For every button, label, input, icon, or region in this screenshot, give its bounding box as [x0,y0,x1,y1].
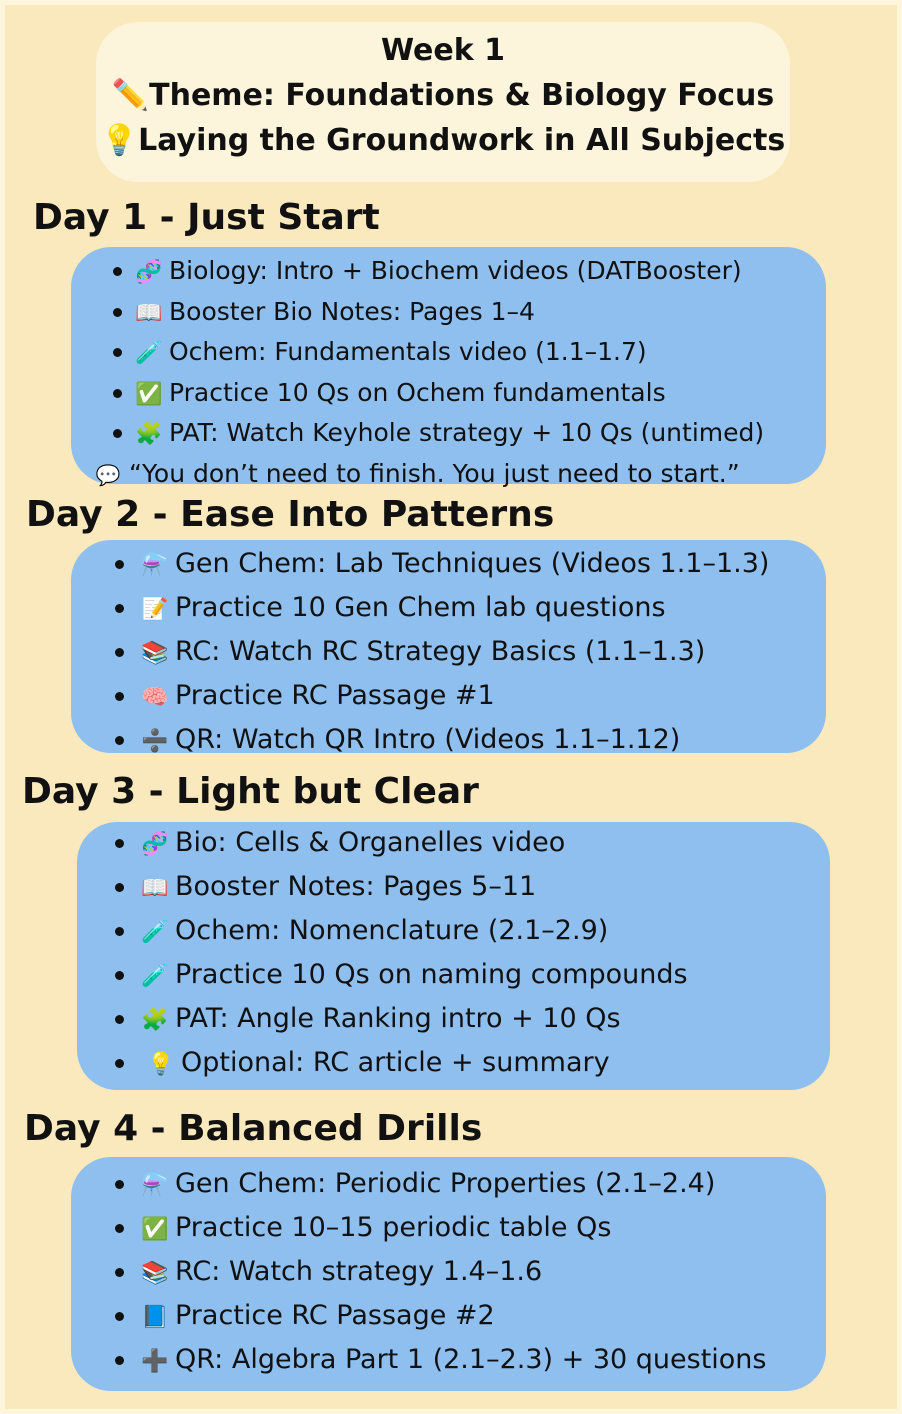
task-text: Biology: Intro + Biochem videos (DATBooster) [169,256,742,285]
day-3-task-list [77,822,830,1086]
alembic-icon: ⚗️ [141,1173,169,1198]
day-3-card [77,822,830,1090]
day-1-task-list [71,252,826,455]
task-item [71,631,826,675]
alembic-icon: ⚗️ [141,553,169,578]
task-text: Optional: RC article + summary [181,1047,610,1078]
task-text: QR: Watch QR Intro (Videos 1.1–1.12) [175,724,681,755]
task-text: PAT: Watch Keyhole strategy + 10 Qs (untimed) [169,418,765,448]
task-text: Bio: Cells & Organelles video [175,827,566,858]
task-text: Practice RC Passage #2 [175,1300,495,1331]
books-icon: 📚 [141,1261,169,1286]
light-bulb-icon: 💡 [100,123,139,158]
blue-book-icon: 📘 [141,1305,169,1330]
task-item [77,1042,830,1086]
task-item [71,333,826,374]
puzzle-piece-icon: 🧩 [135,422,163,448]
light-bulb-icon: 💡 [147,1052,175,1077]
task-text: Booster Notes: Pages 5–11 [175,871,537,902]
pencil-icon: ✏️ [111,78,150,113]
task-item [77,822,830,866]
test-tube-icon: 🧪 [141,920,169,945]
task-text: Practice 10 Gen Chem lab questions [175,592,666,623]
theme-text: Theme: Foundations & Biology Focus [149,78,775,113]
open-book-icon: 📖 [135,300,163,326]
task-text: Ochem: Nomenclature (2.1–2.9) [175,915,609,946]
day-1-title: Day 1 - Just Start [33,197,380,238]
task-item [71,1339,826,1383]
plus-icon: ➕ [141,1349,169,1374]
task-item [71,374,826,415]
day-2-title: Day 2 - Ease Into Patterns [26,494,555,535]
puzzle-piece-icon: 🧩 [141,1008,169,1033]
dna-icon: 🧬 [141,832,169,857]
day-1-card [71,247,826,488]
day-4-card [71,1157,826,1391]
task-item [71,414,826,455]
open-book-icon: 📖 [141,876,169,901]
memo-icon: 📝 [141,597,169,622]
test-tube-icon: 🧪 [135,341,163,367]
task-item [71,252,826,293]
task-text: QR: Algebra Part 1 (2.1–2.3) + 30 questions [175,1344,767,1375]
task-item [71,675,826,719]
task-text: PAT: Angle Ranking intro + 10 Qs [175,1003,621,1034]
task-text: Booster Bio Notes: Pages 1–4 [169,296,535,326]
task-item [71,543,826,587]
theme-line [96,73,790,118]
day-4-title: Day 4 - Balanced Drills [24,1108,483,1149]
quote-text: “You don’t need to finish. You just need to start.” [129,458,740,488]
task-text: Practice 10 Qs on Ochem fundamentals [169,377,666,407]
week-title: Week 1 [381,33,505,68]
task-text: Gen Chem: Periodic Properties (2.1–2.4) [175,1168,716,1199]
dna-icon: 🧬 [135,260,163,285]
task-item [71,293,826,334]
check-mark-icon: ✅ [135,381,163,407]
subtitle-text: Laying the Groundwork in All Subjects [138,123,786,158]
task-text: Ochem: Fundamentals video (1.1–1.7) [169,337,647,367]
task-item [77,866,830,910]
task-text: Gen Chem: Lab Techniques (Videos 1.1–1.3) [175,548,770,579]
task-item [71,1251,826,1295]
task-text: Practice 10–15 periodic table Qs [175,1212,612,1243]
day-3-title: Day 3 - Light but Clear [22,771,479,812]
task-text: RC: Watch strategy 1.4–1.6 [175,1256,543,1287]
task-item [71,1163,826,1207]
books-icon: 📚 [141,641,169,666]
task-item [77,954,830,998]
brain-icon: 🧠 [141,685,169,710]
divide-icon: ➗ [141,729,169,754]
task-text: RC: Watch RC Strategy Basics (1.1–1.3) [175,636,706,667]
day-4-task-list [71,1163,826,1383]
task-item [77,910,830,954]
task-text: Practice 10 Qs on naming compounds [175,959,688,990]
day-2-card [71,540,826,753]
day-2-task-list [71,543,826,763]
test-tube-icon: 🧪 [141,964,169,989]
week-header-card [96,22,790,182]
task-item [71,587,826,631]
motivational-quote [71,455,826,494]
subtitle-line [96,118,790,163]
speech-bubble-icon: 💬 [95,462,121,487]
task-item [71,1207,826,1251]
task-text: Practice RC Passage #1 [175,680,495,711]
task-item [71,719,826,763]
task-item [71,1295,826,1339]
task-item [77,998,830,1042]
check-mark-icon: ✅ [141,1217,169,1242]
